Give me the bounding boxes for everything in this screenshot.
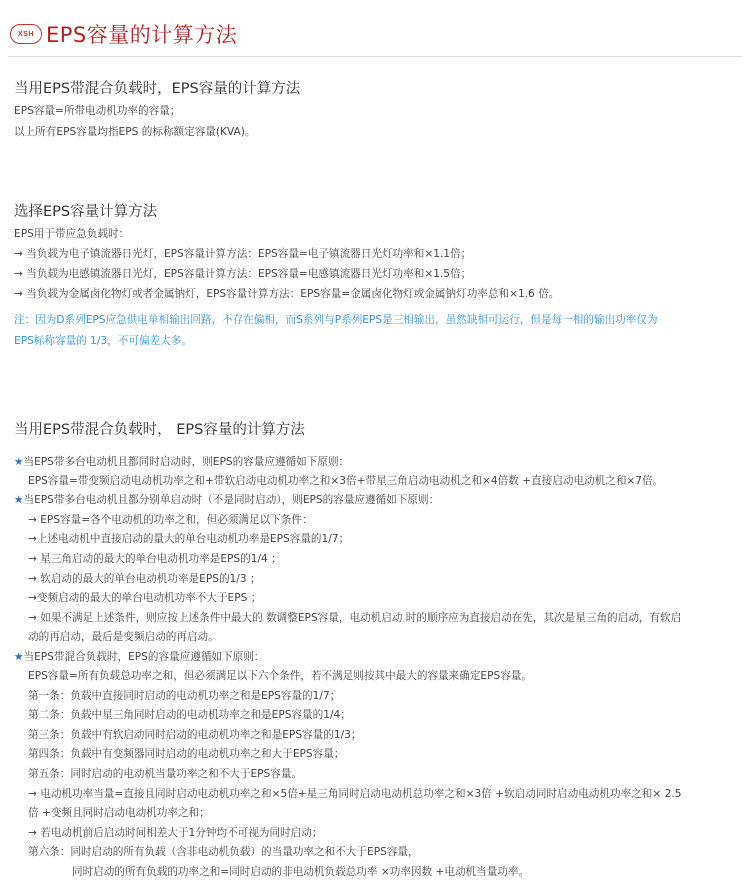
rule-item <box>14 455 349 469</box>
rule-line: EPS容量=所有负载总功率之和，但必须满足以下六个条件，若不满足则按其中最大的容量来确定EPS容量。 <box>28 670 533 682</box>
rule-line: 第二条：负载中星三角同时启动的电动机功率之和是EPS容量的1/4； <box>28 709 351 721</box>
rule-line: EPS容量=带变频启动电动机功率之和+带软启动电动机功率之和×3倍+带星三角启动电动机之和×4倍数 +直接启动电动机之和×7倍。 <box>28 475 664 487</box>
rule-line: 第五条：同时启动的电动机当量功率之和不大于EPS容量。 <box>28 768 303 780</box>
page-title: EPS容量的计算方法 <box>46 23 238 47</box>
star-icon: ★ <box>14 494 24 506</box>
rule-line: 动的再启动，最后是变频启动的再启动。 <box>28 631 219 643</box>
section2-line: EPS用于带应急负载时： <box>14 228 130 240</box>
section2-line: → 当负载为金属卤化物灯或者金属钠灯，EPS容量计算方法：EPS容量=金属卤化物灯或金属钠灯功率总和×1.6 倍。 <box>14 288 560 300</box>
rule-text: 当EPS带多台电动机且都同时启动时，则EPS的容量应遵循如下原则： <box>23 456 350 468</box>
rule-line: 第六条：同时启动的所有负载（含非电动机负载）的当量功率之和不大于EPS容量， <box>28 846 419 858</box>
rule-line: →上述电动机中直接启动的量大的单台电动机功率是EPS容量的1/7； <box>28 533 350 545</box>
section2-title: 选择EPS容量计算方法 <box>14 204 158 220</box>
rule-line: → 星三角启动的最大的单台电动机功率是EPS的1/4 ； <box>28 553 282 565</box>
rule-line: → EPS容量=各个电动机的功率之和，但必须满足以下条件： <box>28 514 313 526</box>
section3-title: 当用EPS带混合负载时， EPS容量的计算方法 <box>14 422 305 438</box>
star-icon: ★ <box>14 456 24 468</box>
rule-line: →变频启动的最大的单台电动机功率不大于EPS ； <box>28 592 262 604</box>
rule-line: 倍 +变频且同时启动电动机功率之和； <box>28 807 210 819</box>
page-header <box>10 14 237 54</box>
rule-item <box>14 493 439 507</box>
section2-line: → 当负载为电感镇流器日光灯，EPS容量计算方法：EPS容量=电感镇流器日光灯功率和×1.5倍； <box>14 268 472 280</box>
section2-line: → 当负载为电子镇流器日光灯，EPS容量计算方法：EPS容量=电子镇流器日光灯功率和×1.1倍； <box>14 248 472 260</box>
rule-line: → 软启动的最大的单台电动机功率是EPS的1/3 ； <box>28 573 261 585</box>
section1-line: EPS容量=所带电动机功率的容量； <box>14 105 181 117</box>
rule-line: → 如果不满足上述条件，则应按上述条件中最大的 数调整EPS容量，电动机启动 时的顺序应为直接启动在先，其次是星三角的启动，有软启 <box>28 612 682 624</box>
rule-line: → 若电动机前后启动时间相差大于1分钟均不可视为同时启动； <box>28 827 323 839</box>
rule-line: 第一条：负载中直接同时启动的电动机功率之和是EPS容量的1/7； <box>28 690 341 702</box>
xsh-logo: XSH <box>10 24 42 44</box>
section2-note: EPS标称容量的 1/3，不可偏差太多。 <box>14 335 192 347</box>
section2-note: 注：因为D系列EPS应急供电单相输出回路，不存在偏相，而S系列与P系列EPS是三相输出，虽然缺相可运行，但是每一相的输出功率仅为 <box>14 314 658 326</box>
rule-line: 第三条：负载中有软启动同时启动的电动机功率之和是EPS容量的1/3； <box>28 729 362 741</box>
rule-line: → 电动机功率当量=直接且同时启动电动机功率之和×5倍+星三角同时启动电动机总功率之和×3倍 +软启动同时启动电动机功率之和× 2.5 <box>28 788 682 800</box>
section1-title: 当用EPS带混合负载时，EPS容量的计算方法 <box>14 81 301 97</box>
header-divider <box>8 56 742 57</box>
rule-text: 当EPS带多台电动机且都分别单启动时（不是同时启动），则EPS的容量应遵循如下原则： <box>23 494 440 506</box>
rule-line: 第四条：负载中有变频器同时启动的电动机功率之和大于EPS容量； <box>28 748 345 760</box>
section1-line: 以上所有EPS容量均指EPS 的标称额定容量(KVA)。 <box>14 126 256 138</box>
rule-line: 同时启动的所有负载的功率之和=同时启动的非电动机负载总功率 ×功率因数 +电动机当量功率。 <box>72 866 530 878</box>
rule-text: 当EPS带混合负载时，EPS的容量应遵循如下原则： <box>23 651 265 663</box>
star-icon: ★ <box>14 651 24 663</box>
rule-item <box>14 650 264 664</box>
